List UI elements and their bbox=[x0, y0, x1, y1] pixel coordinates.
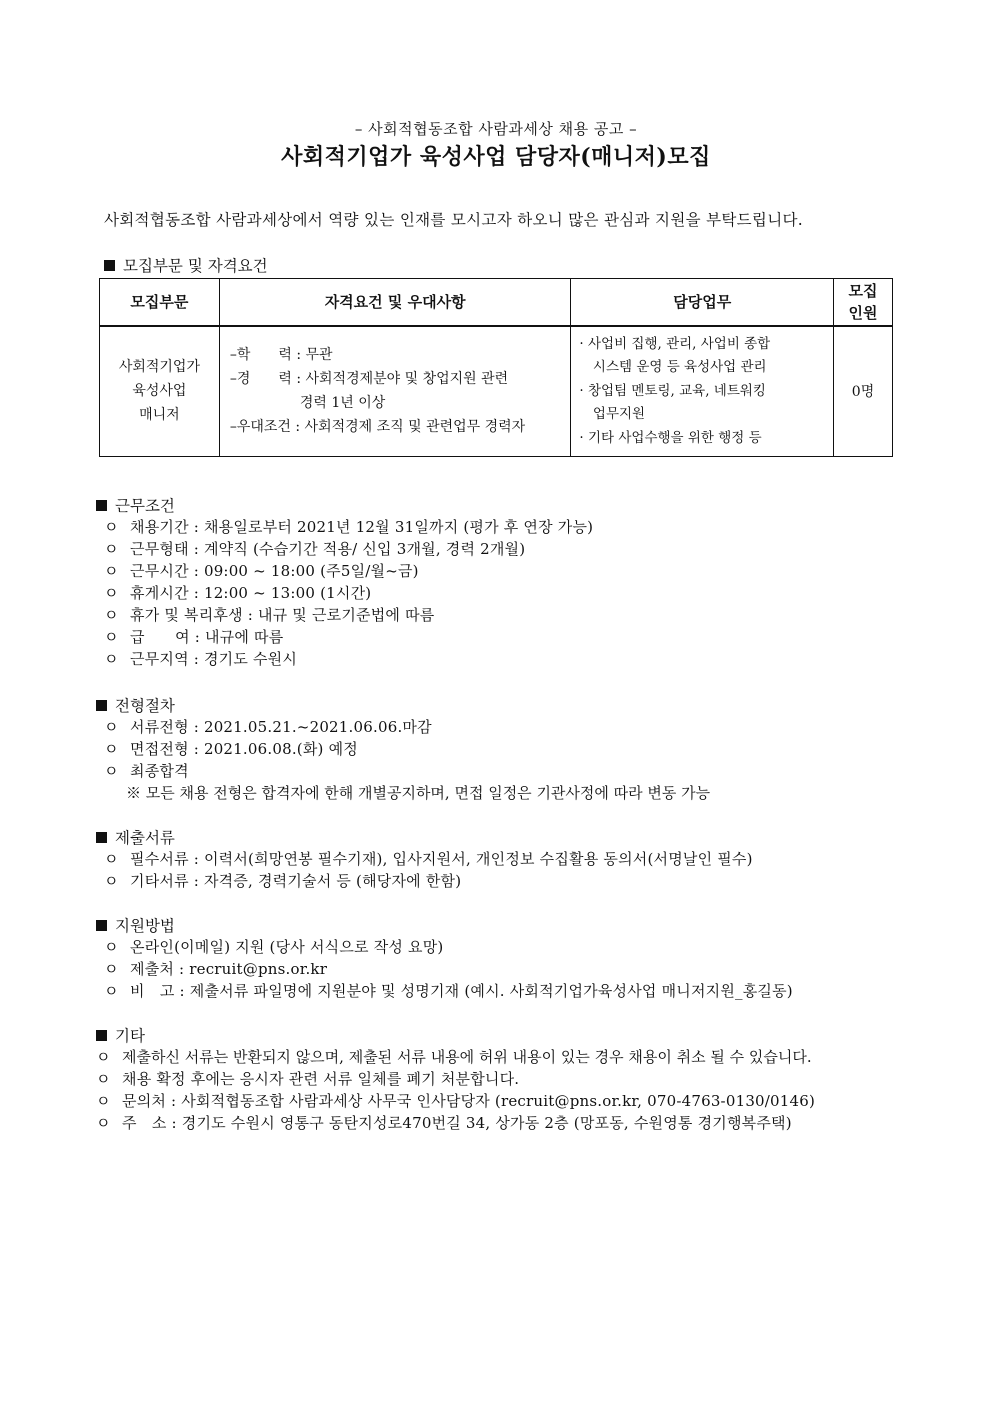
list-item-text: 서류전형 : 2021.05.21.~2021.06.06.마감 bbox=[130, 718, 432, 736]
table-header: 담당업무 bbox=[571, 279, 834, 327]
section-heading-selection bbox=[96, 694, 175, 716]
circle-bullet-icon: ㅇ bbox=[104, 562, 119, 580]
circle-bullet-icon: ㅇ bbox=[96, 1070, 111, 1088]
page-title: 사회적기업가 육성사업 담당자(매니저)모집 bbox=[281, 144, 711, 170]
list-item bbox=[96, 1046, 812, 1067]
section-heading-work bbox=[96, 494, 175, 516]
square-bullet-icon bbox=[96, 1030, 107, 1041]
list-item bbox=[104, 870, 461, 891]
qualification-line: –우대조건 : 사회적경제 조직 및 관련업무 경력자 bbox=[229, 419, 526, 436]
list-item bbox=[104, 760, 189, 781]
section-heading-label: 기타 bbox=[115, 1027, 145, 1045]
intro-text: 사회적협동조합 사람과세상에서 역량 있는 인재를 모시고자 하오니 많은 관심과 지원을 부탁드립니다. bbox=[104, 211, 803, 229]
square-bullet-icon bbox=[96, 700, 107, 711]
list-item-text: 휴게시간 : 12:00 ~ 13:00 (1시간) bbox=[130, 584, 372, 602]
list-item bbox=[104, 626, 283, 647]
list-item-text: 근무시간 : 09:00 ~ 18:00 (주5일/월~금) bbox=[130, 562, 419, 580]
circle-bullet-icon: ㅇ bbox=[104, 982, 119, 1000]
duty-line: · 창업팀 멘토링, 교육, 네트워킹 bbox=[579, 382, 766, 399]
list-item-text: 주 소 : 경기도 수원시 영통구 동탄지성로470번길 34, 상가동 2층 (망포동, 수원영통 경기행복주택) bbox=[122, 1114, 792, 1132]
circle-bullet-icon: ㅇ bbox=[96, 1092, 111, 1110]
table-header: 자격요건 및 우대사항 bbox=[219, 279, 571, 327]
circle-bullet-icon: ㅇ bbox=[104, 718, 119, 736]
list-item-text: 최종합격 bbox=[130, 762, 189, 780]
circle-bullet-icon: ㅇ bbox=[96, 1114, 111, 1132]
circle-bullet-icon: ㅇ bbox=[104, 872, 119, 890]
section-heading-apply bbox=[96, 914, 175, 936]
square-bullet-icon bbox=[104, 260, 115, 271]
list-item-text: 기타서류 : 자격증, 경력기술서 등 (해당자에 한함) bbox=[130, 872, 462, 890]
duty-line: · 사업비 집행, 관리, 사업비 종합 bbox=[579, 335, 771, 352]
list-item bbox=[104, 936, 443, 957]
circle-bullet-icon: ㅇ bbox=[104, 762, 119, 780]
list-item-text: 필수서류 : 이력서(희망연봉 필수기재), 입사지원서, 개인정보 수집활용 동의서(서명날인 필수) bbox=[130, 850, 753, 868]
list-item bbox=[104, 980, 793, 1001]
division-line: 육성사업 bbox=[132, 383, 187, 400]
square-bullet-icon bbox=[96, 500, 107, 511]
header-line: 인원 bbox=[848, 304, 878, 322]
list-item-text: 제출처 : recruit@pns.or.kr bbox=[130, 960, 328, 978]
qualification-line: –학 력 : 무관 bbox=[229, 347, 333, 364]
list-item-text: 문의처 : 사회적협동조합 사람과세상 사무국 인사담당자 (recruit@pns.or.kr, 070-4763-0130/0146) bbox=[122, 1092, 816, 1110]
list-item bbox=[104, 958, 327, 979]
circle-bullet-icon: ㅇ bbox=[104, 518, 119, 536]
list-item-text: 제출하신 서류는 반환되지 않으며, 제출된 서류 내용에 허위 내용이 있는 경우 채용이 취소 될 수 있습니다. bbox=[122, 1048, 812, 1066]
table-row bbox=[100, 326, 893, 456]
section-heading-label: 모집부문 및 자격요건 bbox=[123, 257, 268, 275]
recruit-table bbox=[99, 278, 893, 457]
circle-bullet-icon: ㅇ bbox=[104, 628, 119, 646]
table-header-headcount bbox=[834, 279, 893, 327]
circle-bullet-icon: ㅇ bbox=[96, 1048, 111, 1066]
selection-note: ※ 모든 채용 전형은 합격자에 한해 개별공지하며, 면접 일정은 기관사정에 따라 변동 가능 bbox=[126, 784, 711, 802]
list-item bbox=[96, 1112, 792, 1133]
list-item bbox=[104, 716, 432, 737]
header-line: 모집 bbox=[848, 282, 878, 300]
table-header: 모집부문 bbox=[100, 279, 220, 327]
list-item bbox=[104, 604, 434, 625]
square-bullet-icon bbox=[96, 832, 107, 843]
list-item bbox=[104, 560, 419, 581]
circle-bullet-icon: ㅇ bbox=[104, 584, 119, 602]
section-heading-etc bbox=[96, 1024, 145, 1046]
list-item-text: 온라인(이메일) 지원 (당사 서식으로 작성 요망) bbox=[130, 938, 444, 956]
list-item bbox=[104, 738, 358, 759]
circle-bullet-icon: ㅇ bbox=[104, 850, 119, 868]
list-item-text: 근무형태 : 계약직 (수습기간 적용/ 신입 3개월, 경력 2개월) bbox=[130, 540, 526, 558]
duties-cell bbox=[571, 326, 834, 456]
section-heading-label: 전형절차 bbox=[115, 697, 175, 715]
circle-bullet-icon: ㅇ bbox=[104, 938, 119, 956]
list-item bbox=[104, 848, 753, 869]
circle-bullet-icon: ㅇ bbox=[104, 540, 119, 558]
list-item bbox=[104, 582, 371, 603]
division-line: 사회적기업가 bbox=[118, 359, 200, 376]
circle-bullet-icon: ㅇ bbox=[104, 960, 119, 978]
section-heading-label: 제출서류 bbox=[115, 829, 175, 847]
list-item bbox=[104, 538, 525, 559]
list-item-text: 면접전형 : 2021.06.08.(화) 예정 bbox=[130, 740, 358, 758]
list-item-text: 근무지역 : 경기도 수원시 bbox=[130, 650, 298, 668]
notice-subtitle: – 사회적협동조합 사람과세상 채용 공고 – bbox=[354, 120, 638, 138]
division-cell bbox=[100, 326, 220, 456]
circle-bullet-icon: ㅇ bbox=[104, 740, 119, 758]
duty-line: 시스템 운영 등 육성사업 관리 bbox=[579, 359, 767, 375]
list-item-text: 휴가 및 복리후생 : 내규 및 근로기준법에 따름 bbox=[130, 606, 435, 624]
list-item-text: 채용기간 : 채용일로부터 2021년 12월 31일까지 (평가 후 연장 가능) bbox=[130, 518, 594, 536]
list-item-text: 비 고 : 제출서류 파일명에 지원분야 및 성명기재 (예시. 사회적기업가육성사업 매니저지원_홍길동) bbox=[130, 982, 793, 1000]
qualification-line: 경력 1년 이상 bbox=[229, 395, 386, 412]
circle-bullet-icon: ㅇ bbox=[104, 606, 119, 624]
section-heading-label: 근무조건 bbox=[115, 497, 175, 515]
list-item-text: 급 여 : 내규에 따름 bbox=[130, 628, 284, 646]
section-heading-documents bbox=[96, 826, 175, 848]
circle-bullet-icon: ㅇ bbox=[104, 650, 119, 668]
section-heading-label: 지원방법 bbox=[115, 917, 175, 935]
headcount-cell: 0명 bbox=[834, 326, 893, 456]
list-item bbox=[104, 516, 593, 537]
qualification-line: –경 력 : 사회적경제분야 및 창업지원 관련 bbox=[229, 371, 509, 388]
list-item bbox=[96, 1068, 519, 1089]
square-bullet-icon bbox=[96, 920, 107, 931]
list-item bbox=[96, 1090, 815, 1111]
qualifications-cell bbox=[219, 326, 571, 456]
list-item-text: 채용 확정 후에는 응시자 관련 서류 일체를 폐기 처분합니다. bbox=[122, 1070, 520, 1088]
duty-line: 업무지원 bbox=[579, 406, 646, 422]
section-heading-recruit bbox=[104, 254, 268, 276]
list-item bbox=[104, 648, 297, 669]
table-header-row bbox=[100, 279, 893, 327]
duty-line: · 기타 사업수행을 위한 행정 등 bbox=[579, 429, 762, 446]
division-line: 매니저 bbox=[139, 407, 180, 424]
